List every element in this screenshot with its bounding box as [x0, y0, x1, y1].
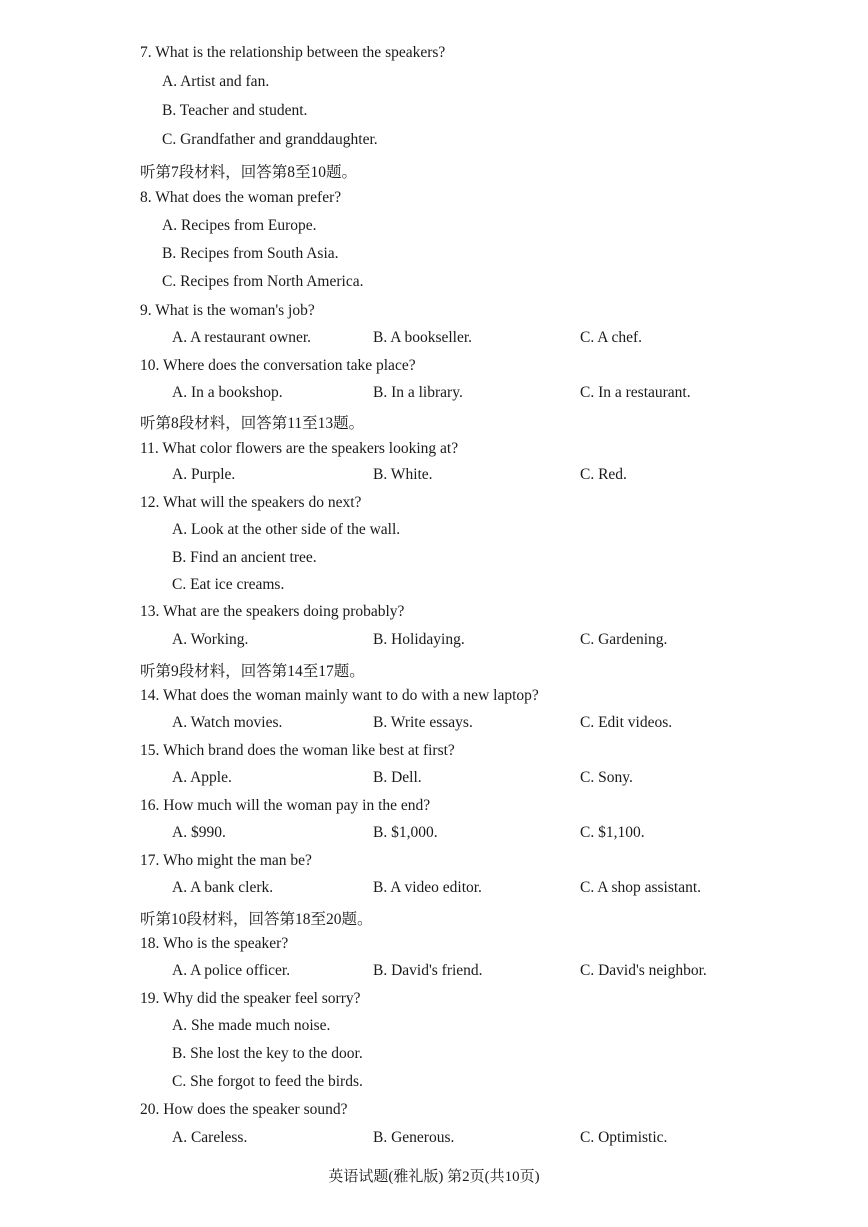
- answer-option: B. Teacher and student.: [162, 102, 308, 119]
- answer-option: C. In a restaurant.: [580, 384, 691, 401]
- answer-option: B. Holidaying.: [373, 631, 465, 648]
- section-instruction: 听第8段材料，回答第11至13题。: [140, 415, 365, 432]
- answer-option: A. Artist and fan.: [162, 73, 270, 90]
- answer-option: A. Apple.: [172, 769, 232, 786]
- question: 11. What color flowers are the speakers looking at?: [140, 440, 459, 457]
- answer-option: C. She forgot to feed the birds.: [172, 1073, 363, 1090]
- answer-option: B. She lost the key to the door.: [172, 1045, 363, 1062]
- question: 20. How does the speaker sound?: [140, 1101, 348, 1118]
- answer-option: A. In a bookshop.: [172, 384, 283, 401]
- answer-option: B. Write essays.: [373, 714, 473, 731]
- question: 15. Which brand does the woman like best at first?: [140, 742, 455, 759]
- answer-option: A. A police officer.: [172, 962, 291, 979]
- answer-option: A. Look at the other side of the wall.: [172, 521, 401, 538]
- section-instruction: 听第10段材料，回答第18至20题。: [140, 911, 373, 928]
- answer-option: B. Generous.: [373, 1129, 455, 1146]
- answer-option: C. Grandfather and granddaughter.: [162, 131, 378, 148]
- question: 16. How much will the woman pay in the end?: [140, 797, 431, 814]
- answer-option: B. Find an ancient tree.: [172, 549, 317, 566]
- section-instruction: 听第7段材料，回答第8至10题。: [140, 164, 358, 181]
- answer-option: B. David's friend.: [373, 962, 483, 979]
- answer-option: C. A chef.: [580, 329, 642, 346]
- question: 7. What is the relationship between the speakers?: [140, 44, 446, 61]
- answer-option: A. Working.: [172, 631, 249, 648]
- answer-option: A. Careless.: [172, 1129, 248, 1146]
- answer-option: C. Eat ice creams.: [172, 576, 285, 593]
- question: 10. Where does the conversation take place?: [140, 357, 416, 374]
- answer-option: B. A bookseller.: [373, 329, 473, 346]
- answer-option: C. Edit videos.: [580, 714, 673, 731]
- answer-option: C. Red.: [580, 466, 627, 483]
- answer-option: C. A shop assistant.: [580, 879, 702, 896]
- answer-option: B. Recipes from South Asia.: [162, 245, 339, 262]
- answer-option: A. Recipes from Europe.: [162, 217, 317, 234]
- answer-option: B. In a library.: [373, 384, 463, 401]
- question: 8. What does the woman prefer?: [140, 189, 342, 206]
- question: 13. What are the speakers doing probably?: [140, 603, 405, 620]
- answer-option: C. $1,100.: [580, 824, 645, 841]
- answer-option: C. Gardening.: [580, 631, 668, 648]
- answer-option: B. $1,000.: [373, 824, 438, 841]
- answer-option: B. Dell.: [373, 769, 422, 786]
- question: 14. What does the woman mainly want to do with a new laptop?: [140, 687, 539, 704]
- answer-option: A. A restaurant owner.: [172, 329, 312, 346]
- answer-option: C. Sony.: [580, 769, 633, 786]
- question: 19. Why did the speaker feel sorry?: [140, 990, 361, 1007]
- answer-option: A. Purple.: [172, 466, 236, 483]
- page-footer: 英语试题(雅礼版) 第2页(共10页): [328, 1169, 540, 1185]
- answer-option: B. White.: [373, 466, 433, 483]
- question: 12. What will the speakers do next?: [140, 494, 362, 511]
- answer-option: A. Watch movies.: [172, 714, 283, 731]
- answer-option: A. She made much noise.: [172, 1017, 331, 1034]
- answer-option: A. $990.: [172, 824, 226, 841]
- section-instruction: 听第9段材料，回答第14至17题。: [140, 663, 365, 680]
- question: 18. Who is the speaker?: [140, 935, 289, 952]
- answer-option: C. David's neighbor.: [580, 962, 707, 979]
- answer-option: A. A bank clerk.: [172, 879, 274, 896]
- answer-option: B. A video editor.: [373, 879, 482, 896]
- answer-option: C. Optimistic.: [580, 1129, 668, 1146]
- question: 17. Who might the man be?: [140, 852, 312, 869]
- question: 9. What is the woman's job?: [140, 302, 315, 319]
- answer-option: C. Recipes from North America.: [162, 273, 364, 290]
